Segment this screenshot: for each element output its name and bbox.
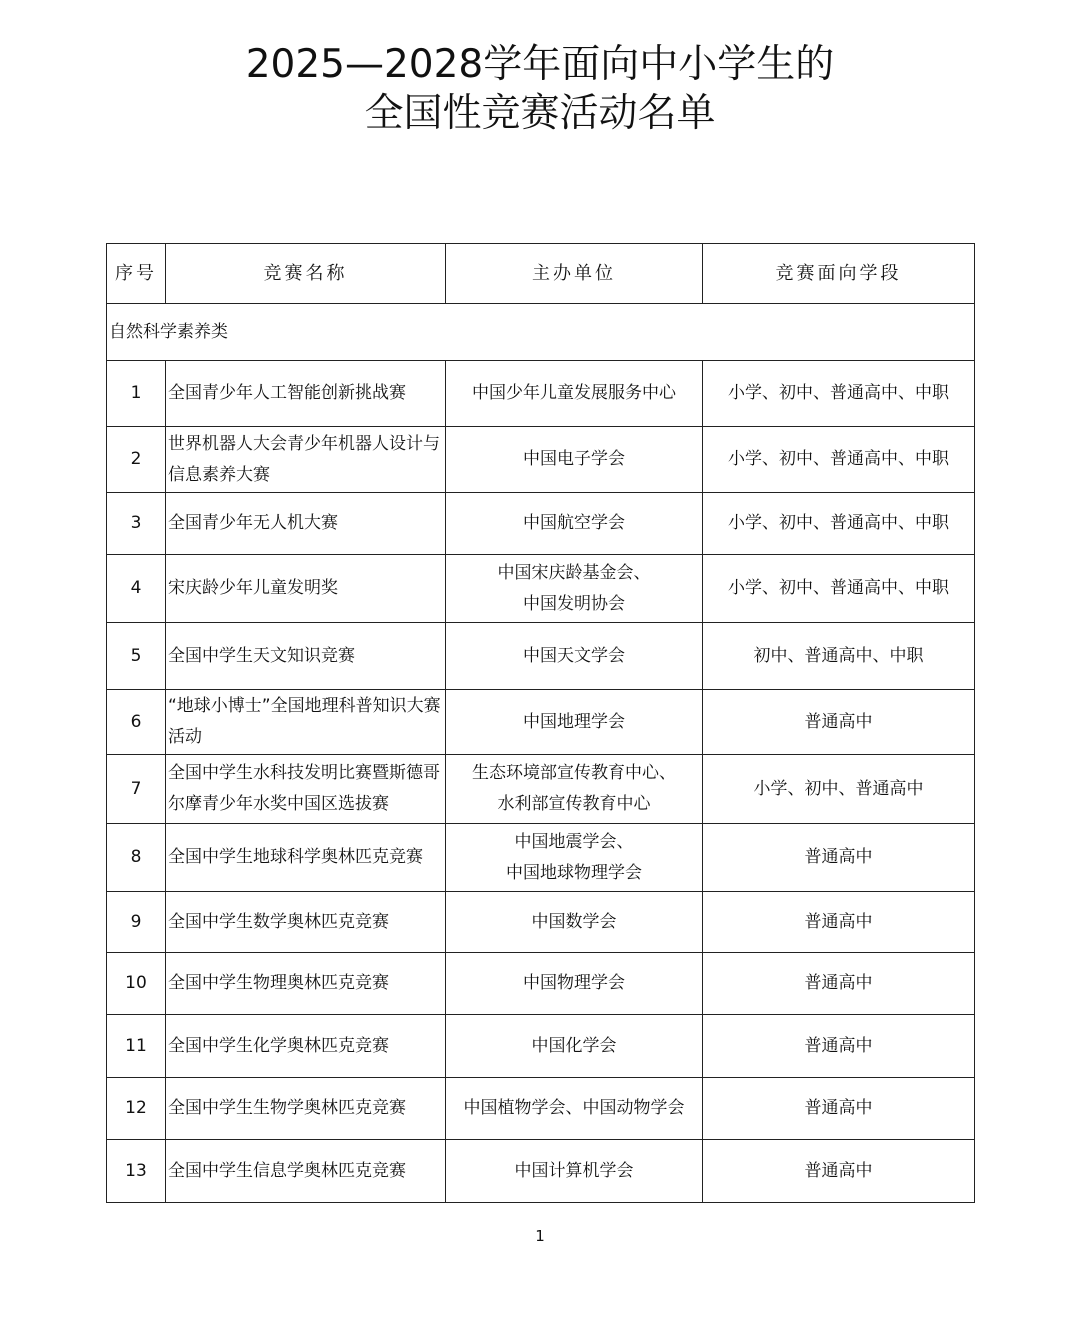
organizer-line: 中国少年儿童发展服务中心 <box>472 383 676 403</box>
competition-name: “地球小博士”全国地理科普知识大赛活动 <box>166 690 446 755</box>
row-number: 10 <box>107 953 166 1015</box>
organizer <box>446 1015 703 1078</box>
school-level: 普通高中 <box>703 892 975 953</box>
table-row <box>107 1140 975 1203</box>
school-level: 普通高中 <box>703 1015 975 1078</box>
competition-name: 全国中学生物理奥林匹克竞赛 <box>166 953 446 1015</box>
school-level: 小学、初中、普通高中、中职 <box>703 361 975 427</box>
row-number: 2 <box>107 427 166 493</box>
table-row <box>107 953 975 1015</box>
row-number: 11 <box>107 1015 166 1078</box>
row-number: 5 <box>107 623 166 690</box>
table-header-row <box>107 244 975 304</box>
organizer <box>446 427 703 493</box>
table-row <box>107 755 975 824</box>
competition-name: 全国中学生化学奥林匹克竞赛 <box>166 1015 446 1078</box>
organizer <box>446 690 703 755</box>
competition-name: 全国青少年无人机大赛 <box>166 493 446 555</box>
organizer <box>446 555 703 623</box>
table-row <box>107 1078 975 1140</box>
organizer-line: 水利部宣传教育中心 <box>497 794 651 814</box>
competition-name: 全国中学生水科技发明比赛暨斯德哥尔摩青少年水奖中国区选拔赛 <box>166 755 446 824</box>
table-row <box>107 427 975 493</box>
row-number: 9 <box>107 892 166 953</box>
competition-name: 全国中学生信息学奥林匹克竞赛 <box>166 1140 446 1203</box>
organizer-line: 中国宋庆龄基金会、 <box>497 562 651 583</box>
school-level: 普通高中 <box>703 953 975 1015</box>
document-title-line-2: 全国性竞赛活动名单 <box>364 91 716 136</box>
school-level: 小学、初中、普通高中、中职 <box>703 555 975 623</box>
row-number: 8 <box>107 824 166 892</box>
row-number: 4 <box>107 555 166 623</box>
organizer <box>446 824 703 892</box>
organizer-line: 中国数学会 <box>531 911 617 932</box>
row-number: 7 <box>107 755 166 824</box>
competition-name: 全国中学生生物学奥林匹克竞赛 <box>166 1078 446 1140</box>
competition-name: 全国中学生数学奥林匹克竞赛 <box>166 892 446 953</box>
competition-name: 全国中学生天文知识竞赛 <box>166 623 446 690</box>
row-number: 6 <box>107 690 166 755</box>
organizer-line: 中国地理学会 <box>523 711 625 732</box>
row-number: 13 <box>107 1140 166 1203</box>
school-level: 普通高中 <box>703 824 975 892</box>
row-number: 12 <box>107 1078 166 1140</box>
school-level: 普通高中 <box>703 1140 975 1203</box>
table-row <box>107 1015 975 1078</box>
section-title: 自然科学素养类 <box>107 304 975 361</box>
organizer-line: 中国地球物理学会 <box>506 862 642 883</box>
organizer <box>446 892 703 953</box>
competition-name: 全国青少年人工智能创新挑战赛 <box>166 361 446 427</box>
organizer <box>446 623 703 690</box>
competition-name: 宋庆龄少年儿童发明奖 <box>166 555 446 623</box>
competition-table <box>106 243 975 1203</box>
organizer-line: 中国地震学会、 <box>514 831 634 852</box>
row-number: 1 <box>107 361 166 427</box>
organizer-line: 生态环境部宣传教育中心、 <box>472 763 676 783</box>
school-level: 初中、普通高中、中职 <box>703 623 975 690</box>
table-row <box>107 493 975 555</box>
table-row <box>107 824 975 892</box>
organizer <box>446 493 703 555</box>
section-row <box>107 304 975 361</box>
organizer <box>446 1140 703 1203</box>
header-org: 主办单位 <box>446 244 703 304</box>
document-title-line-1: 2025—2028学年面向中小学生的 <box>245 42 835 87</box>
school-level: 普通高中 <box>703 1078 975 1140</box>
table-row <box>107 555 975 623</box>
organizer-line: 中国电子学会 <box>523 449 625 469</box>
header-name: 竞赛名称 <box>166 244 446 304</box>
organizer-line: 中国航空学会 <box>523 513 625 533</box>
organizer <box>446 1078 703 1140</box>
organizer-line: 中国发明协会 <box>523 593 625 614</box>
organizer <box>446 953 703 1015</box>
organizer-line: 中国计算机学会 <box>514 1160 634 1181</box>
header-level: 竞赛面向学段 <box>703 244 975 304</box>
organizer-line: 中国天文学会 <box>523 645 625 666</box>
table-row <box>107 623 975 690</box>
competition-name: 全国中学生地球科学奥林匹克竞赛 <box>166 824 446 892</box>
table-row <box>107 892 975 953</box>
organizer <box>446 755 703 824</box>
school-level: 小学、初中、普通高中、中职 <box>703 427 975 493</box>
table-row <box>107 690 975 755</box>
table-row <box>107 361 975 427</box>
header-num: 序号 <box>107 244 166 304</box>
school-level: 普通高中 <box>703 690 975 755</box>
row-number: 3 <box>107 493 166 555</box>
organizer-line: 中国植物学会、中国动物学会 <box>463 1098 685 1118</box>
school-level: 小学、初中、普通高中、中职 <box>703 493 975 555</box>
organizer <box>446 361 703 427</box>
competition-name: 世界机器人大会青少年机器人设计与信息素养大赛 <box>166 427 446 493</box>
organizer-line: 中国物理学会 <box>523 973 625 993</box>
school-level: 小学、初中、普通高中 <box>703 755 975 824</box>
organizer-line: 中国化学会 <box>531 1035 617 1056</box>
page-number: 1 <box>535 1227 545 1245</box>
